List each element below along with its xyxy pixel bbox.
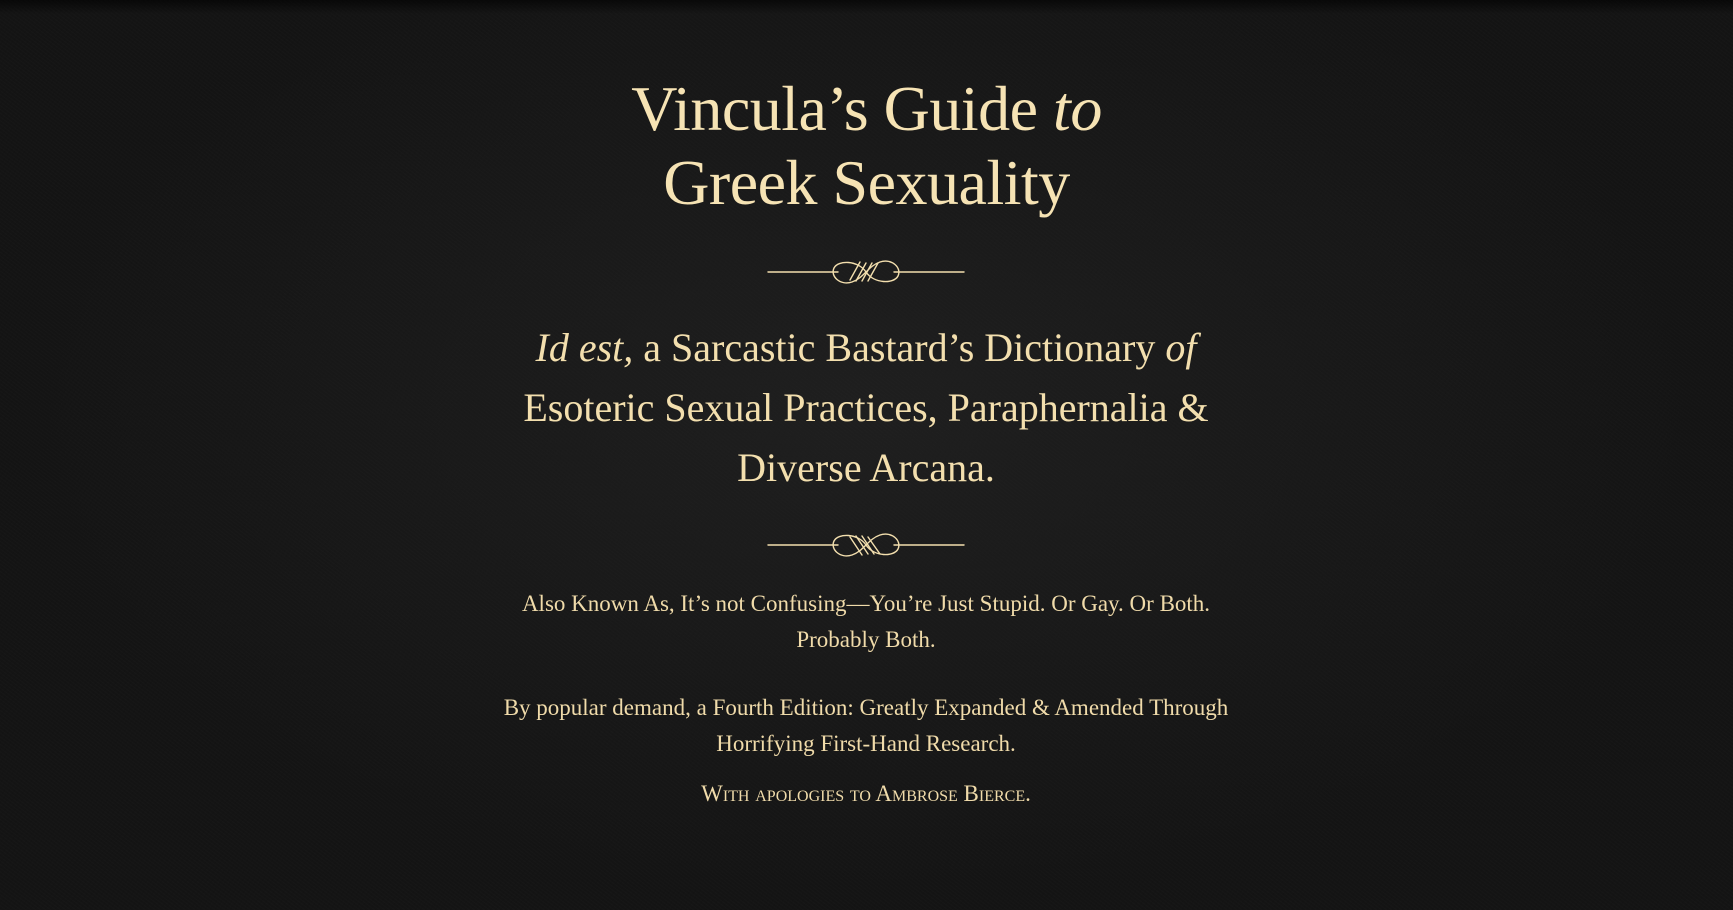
ornamental-flourish-icon (766, 254, 966, 290)
subtitle-line3: Diverse Arcana. (737, 445, 995, 490)
aka-line1: Also Known As, It’s not Confusing—You’re Just Stupid. Or Gay. Or Both. (521, 591, 1211, 616)
edition-line1: By popular demand, a Fourth Edition: Greatly Expanded & Amended Through (503, 695, 1229, 720)
title-line2: Greek Sexuality (663, 147, 1070, 218)
also-known-as-text (466, 586, 1266, 658)
subtitle-line2: Esoteric Sexual Practices, Paraphernalia & (523, 385, 1209, 430)
title-line1 (631, 73, 1102, 144)
title-line1-main: Vincula’s Guide (631, 73, 1054, 144)
edition-text (446, 690, 1286, 762)
aka-line2: Probably Both. (796, 627, 936, 652)
edition-line2: Horrifying First-Hand Research. (716, 731, 1016, 756)
subtitle (466, 318, 1266, 498)
subtitle-italic-lead: Id est, (535, 325, 634, 370)
ornamental-flourish-icon (766, 527, 966, 563)
subtitle-line1 (536, 325, 1197, 370)
subtitle-line1-rest: a Sarcastic Bastard’s Dictionary (633, 325, 1166, 370)
title-line1-italic: to (1053, 73, 1102, 144)
page-title (0, 72, 1733, 220)
subtitle-line1-italic-end: of (1165, 325, 1197, 370)
apologies-text: With apologies to Ambrose Bierce. (701, 781, 1031, 806)
